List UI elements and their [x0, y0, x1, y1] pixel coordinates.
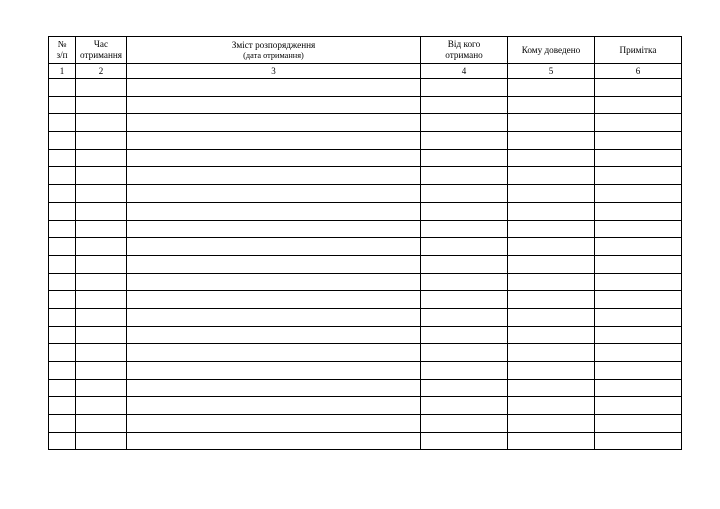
table-row: [49, 344, 682, 362]
table-row: [49, 96, 682, 114]
empty-cell: [76, 379, 127, 397]
table-header-row: [49, 37, 682, 64]
header-cell-from: [421, 37, 508, 64]
table-row: [49, 397, 682, 415]
empty-cell: [127, 273, 421, 291]
empty-cell: [421, 326, 508, 344]
column-number-row: [49, 64, 682, 79]
empty-cell: [76, 273, 127, 291]
empty-cell: [421, 238, 508, 256]
empty-cell: [49, 344, 76, 362]
empty-cell: [508, 79, 595, 97]
empty-cell: [421, 291, 508, 309]
empty-cell: [595, 326, 682, 344]
header-cell-note: [595, 37, 682, 64]
empty-cell: [49, 185, 76, 203]
table-row: [49, 326, 682, 344]
empty-cell: [76, 415, 127, 433]
empty-cell: [49, 308, 76, 326]
empty-cell: [76, 362, 127, 380]
empty-cell: [421, 220, 508, 238]
header-cell-content: [127, 37, 421, 64]
header-cell-number: [49, 37, 76, 64]
empty-cell: [127, 291, 421, 309]
empty-cell: [49, 149, 76, 167]
empty-cell: [421, 379, 508, 397]
table-row: [49, 238, 682, 256]
header-content-line1: Зміст розпорядження: [231, 39, 316, 50]
empty-cell: [508, 362, 595, 380]
empty-cell: [508, 255, 595, 273]
empty-cell: [421, 79, 508, 97]
empty-cell: [76, 167, 127, 185]
table-row: [49, 202, 682, 220]
empty-cell: [49, 397, 76, 415]
empty-cell: [127, 397, 421, 415]
table-body: [49, 64, 682, 450]
empty-cell: [49, 96, 76, 114]
table-row: [49, 308, 682, 326]
empty-cell: [76, 114, 127, 132]
empty-cell: [49, 202, 76, 220]
table-row: [49, 291, 682, 309]
empty-cell: [508, 432, 595, 450]
header-content-line2: (дата отримання): [243, 50, 304, 60]
column-number-cell: 6: [595, 64, 682, 79]
empty-cell: [76, 291, 127, 309]
empty-cell: [595, 379, 682, 397]
empty-cell: [508, 397, 595, 415]
empty-cell: [595, 415, 682, 433]
empty-cell: [421, 397, 508, 415]
empty-cell: [595, 308, 682, 326]
empty-cell: [76, 432, 127, 450]
empty-cell: [595, 291, 682, 309]
empty-cell: [127, 344, 421, 362]
empty-cell: [421, 132, 508, 150]
empty-cell: [421, 149, 508, 167]
empty-cell: [421, 273, 508, 291]
empty-cell: [508, 96, 595, 114]
empty-cell: [508, 326, 595, 344]
empty-cell: [595, 255, 682, 273]
empty-cell: [508, 202, 595, 220]
empty-cell: [127, 220, 421, 238]
empty-cell: [508, 220, 595, 238]
empty-cell: [595, 96, 682, 114]
column-number-cell: 1: [49, 64, 76, 79]
empty-cell: [76, 344, 127, 362]
empty-cell: [508, 415, 595, 433]
empty-cell: [421, 255, 508, 273]
empty-cell: [421, 202, 508, 220]
empty-cell: [127, 167, 421, 185]
empty-cell: [595, 432, 682, 450]
empty-cell: [508, 238, 595, 256]
empty-cell: [127, 149, 421, 167]
empty-cell: [76, 202, 127, 220]
empty-cell: [421, 344, 508, 362]
empty-cell: [127, 415, 421, 433]
empty-cell: [76, 326, 127, 344]
table-row: [49, 415, 682, 433]
empty-cell: [49, 220, 76, 238]
empty-cell: [76, 238, 127, 256]
table-row: [49, 220, 682, 238]
empty-cell: [127, 96, 421, 114]
empty-cell: [595, 238, 682, 256]
empty-cell: [76, 132, 127, 150]
column-number-cell: 5: [508, 64, 595, 79]
empty-cell: [508, 308, 595, 326]
empty-cell: [127, 308, 421, 326]
header-from-line2: отримано: [445, 50, 483, 60]
empty-cell: [595, 79, 682, 97]
empty-cell: [49, 379, 76, 397]
table-row: [49, 167, 682, 185]
empty-cell: [127, 432, 421, 450]
header-number-line1: №: [57, 39, 67, 49]
header-cell-to-whom: [508, 37, 595, 64]
empty-cell: [49, 291, 76, 309]
empty-cell: [49, 362, 76, 380]
empty-cell: [76, 220, 127, 238]
empty-cell: [421, 432, 508, 450]
empty-cell: [421, 167, 508, 185]
empty-cell: [49, 415, 76, 433]
empty-cell: [127, 255, 421, 273]
empty-cell: [49, 273, 76, 291]
header-time-line1: Час: [93, 39, 109, 49]
header-from-line1: Від кого: [447, 39, 481, 49]
empty-cell: [127, 379, 421, 397]
table-row: [49, 255, 682, 273]
empty-cell: [76, 308, 127, 326]
table-row: [49, 132, 682, 150]
empty-cell: [508, 379, 595, 397]
empty-cell: [76, 79, 127, 97]
empty-cell: [595, 149, 682, 167]
empty-cell: [421, 415, 508, 433]
column-number-cell: 2: [76, 64, 127, 79]
empty-cell: [76, 96, 127, 114]
empty-cell: [127, 185, 421, 203]
empty-cell: [49, 167, 76, 185]
empty-cell: [76, 255, 127, 273]
header-cell-time: [76, 37, 127, 64]
table-row: [49, 379, 682, 397]
empty-cell: [595, 397, 682, 415]
empty-cell: [595, 167, 682, 185]
column-number-cell: 3: [127, 64, 421, 79]
empty-cell: [76, 149, 127, 167]
empty-cell: [421, 185, 508, 203]
table-row: [49, 362, 682, 380]
empty-cell: [49, 132, 76, 150]
empty-cell: [49, 114, 76, 132]
empty-cell: [49, 326, 76, 344]
empty-cell: [595, 344, 682, 362]
empty-cell: [508, 149, 595, 167]
table-row: [49, 114, 682, 132]
empty-cell: [595, 273, 682, 291]
table-row: [49, 432, 682, 450]
orders-log-table: [48, 36, 682, 450]
empty-cell: [49, 238, 76, 256]
empty-cell: [421, 96, 508, 114]
empty-cell: [127, 132, 421, 150]
empty-cell: [595, 185, 682, 203]
empty-cell: [508, 185, 595, 203]
table-row: [49, 149, 682, 167]
empty-cell: [508, 344, 595, 362]
table-row: [49, 79, 682, 97]
empty-cell: [421, 362, 508, 380]
empty-cell: [76, 185, 127, 203]
header-note-label: Примітка: [619, 44, 657, 55]
empty-cell: [127, 79, 421, 97]
empty-cell: [421, 114, 508, 132]
empty-cell: [49, 79, 76, 97]
empty-cell: [49, 432, 76, 450]
empty-cell: [595, 220, 682, 238]
empty-cell: [421, 308, 508, 326]
header-number-line2: з/п: [56, 50, 68, 60]
empty-cell: [508, 273, 595, 291]
empty-cell: [76, 397, 127, 415]
empty-cell: [508, 132, 595, 150]
empty-cell: [595, 362, 682, 380]
header-time-line2: отримання: [80, 50, 122, 60]
header-to-whom-label: Кому доведено: [521, 44, 581, 55]
empty-cell: [595, 132, 682, 150]
empty-cell: [127, 326, 421, 344]
empty-cell: [127, 114, 421, 132]
empty-cell: [508, 114, 595, 132]
column-number-cell: 4: [421, 64, 508, 79]
empty-cell: [49, 255, 76, 273]
table-row: [49, 273, 682, 291]
empty-cell: [127, 362, 421, 380]
empty-cell: [508, 167, 595, 185]
empty-cell: [127, 238, 421, 256]
empty-cell: [508, 291, 595, 309]
table-row: [49, 185, 682, 203]
empty-cell: [595, 202, 682, 220]
empty-cell: [595, 114, 682, 132]
empty-cell: [127, 202, 421, 220]
